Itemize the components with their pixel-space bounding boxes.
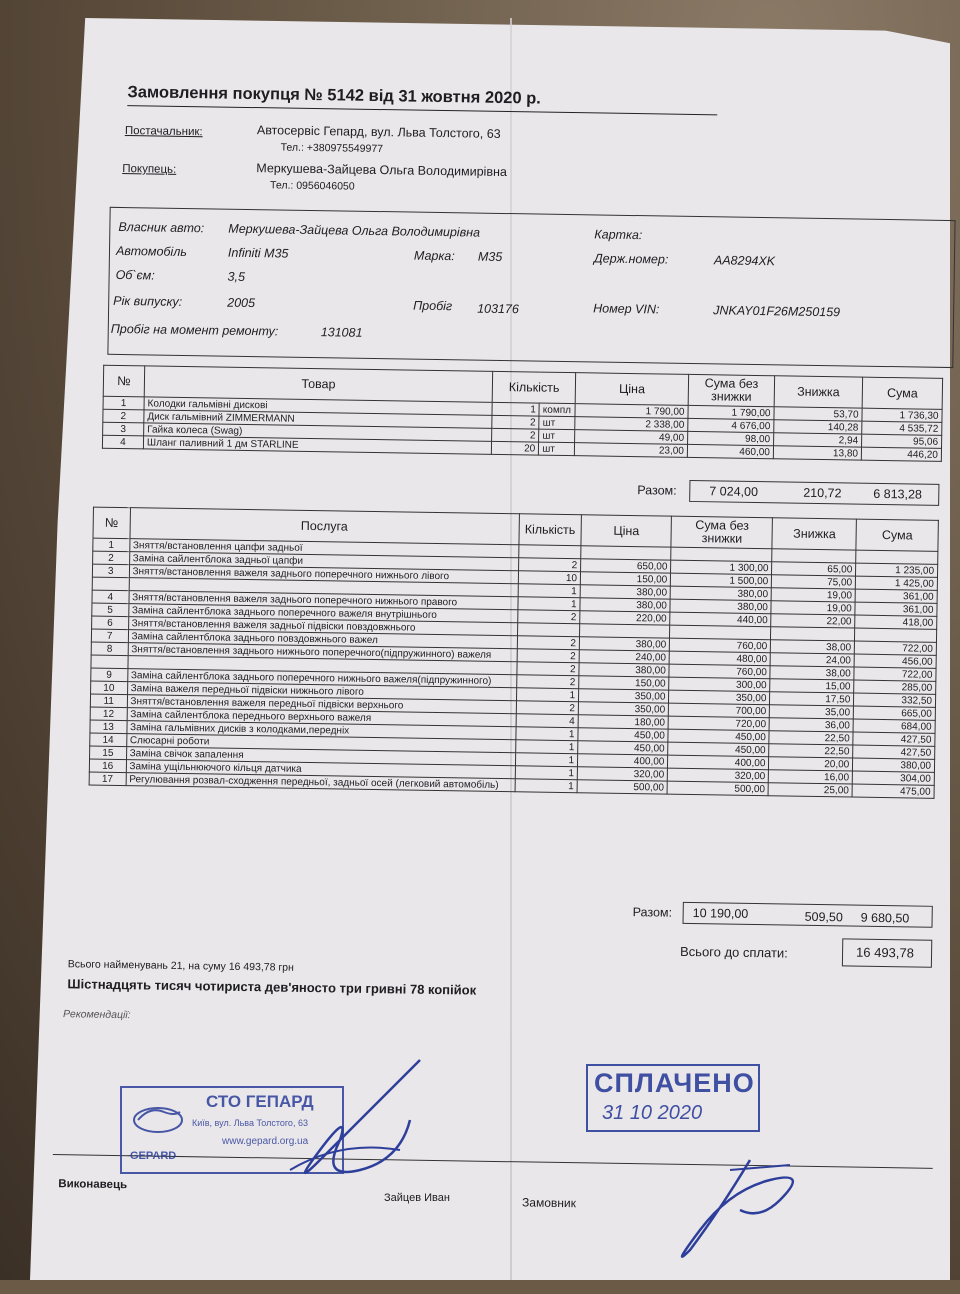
services-cell-n bbox=[91, 655, 128, 669]
services-cell-qty: 1 bbox=[518, 584, 581, 598]
amount-in-words: Шістнадцять тисяч чотириста дев'яносто три гривні 78 копійок bbox=[67, 976, 477, 998]
services-total-label: Разом: bbox=[632, 905, 673, 920]
services-header-sum-nd: Сума без знижки bbox=[671, 516, 773, 549]
supplier-name: Автосервіс Гепард, вул. Льва Толстого, 63 bbox=[256, 123, 501, 141]
services-cell-name: Зняття/встановлення важеля задньої підвіски повздовжнього bbox=[128, 617, 517, 636]
services-cell-sum-nd: 1 500,00 bbox=[671, 573, 772, 588]
services-cell-sum: 665,00 bbox=[853, 706, 935, 720]
services-cell-sum: 285,00 bbox=[854, 680, 936, 694]
services-cell-sum: 361,00 bbox=[855, 589, 937, 603]
services-cell-price: 380,00 bbox=[580, 585, 670, 599]
goods-total-label: Разом: bbox=[637, 483, 677, 498]
goods-cell-name: Диск гальмівний ZIMMERMANN bbox=[144, 410, 492, 428]
services-cell-n: 2 bbox=[93, 551, 130, 565]
services-cell-sum-nd: 350,00 bbox=[669, 690, 770, 705]
goods-cell-price: 23,00 bbox=[575, 443, 688, 458]
services-cell-n: 17 bbox=[89, 772, 126, 786]
services-cell-price: 150,00 bbox=[579, 676, 669, 690]
services-cell-n: 13 bbox=[90, 720, 127, 734]
services-cell-sum-nd: 760,00 bbox=[670, 638, 771, 653]
goods-table bbox=[102, 365, 943, 462]
services-cell-sum-nd: 450,00 bbox=[668, 729, 769, 744]
services-cell-disc: 22,50 bbox=[769, 744, 853, 758]
goods-cell-name: Колодки гальмівні дискові bbox=[144, 397, 492, 415]
services-cell-name: Зняття/встановлення цапфи задньої bbox=[129, 539, 518, 558]
services-cell-sum-nd: 450,00 bbox=[668, 742, 769, 757]
services-cell-qty: 10 bbox=[518, 571, 581, 585]
services-cell-price: 350,00 bbox=[579, 689, 669, 703]
services-cell-price: 150,00 bbox=[580, 572, 670, 586]
services-cell-name: Регулювання розвал-сходження передньої, задньої осей (легковий автомобіль) bbox=[126, 773, 515, 792]
services-cell-sum-nd: 300,00 bbox=[669, 677, 770, 692]
executor-name: Зайцев Иван bbox=[384, 1192, 450, 1204]
services-cell-name: Заміна сайлентблока заднього поперечного важеля внутрішнього bbox=[128, 604, 517, 623]
goods-cell-unit: шт bbox=[539, 429, 575, 443]
goods-cell-disc: 140,28 bbox=[774, 420, 862, 434]
customer-signature bbox=[660, 1150, 820, 1270]
services-cell-disc: 19,00 bbox=[771, 601, 855, 615]
goods-header-qty: Кількість bbox=[492, 371, 576, 403]
services-cell-name: Заміна сайлентблока задньої цапфи bbox=[129, 552, 518, 571]
services-cell-n: 6 bbox=[92, 616, 129, 630]
services-cell-sum bbox=[856, 550, 938, 564]
car-info-box bbox=[107, 207, 955, 368]
stamp-logo-text: GEPARD bbox=[130, 1150, 177, 1162]
services-cell-disc: 17,50 bbox=[770, 692, 854, 706]
services-cell-sum: 427,50 bbox=[853, 745, 935, 759]
goods-cell-sum: 4 535,72 bbox=[862, 421, 942, 435]
services-cell-qty: 2 bbox=[517, 610, 580, 624]
services-header-price: Ціна bbox=[581, 515, 672, 547]
services-total-sum: 9 680,50 bbox=[860, 910, 910, 926]
services-cell-name: Зняття/встановлення важеля заднього поперечного нижнього правого bbox=[129, 591, 518, 610]
services-cell-sum-nd: 380,00 bbox=[670, 599, 771, 614]
services-table bbox=[89, 507, 939, 799]
goods-cell-sum: 1 736,30 bbox=[862, 408, 942, 422]
services-cell-price: 500,00 bbox=[577, 780, 667, 794]
paid-stamp bbox=[586, 1064, 760, 1132]
services-cell-sum-nd: 760,00 bbox=[669, 664, 770, 679]
owner-label: Власник авто: bbox=[118, 219, 205, 236]
services-cell-name: Зняття/встановлення важеля заднього поперечного нижнього лівого bbox=[129, 565, 518, 584]
goods-cell-n: 1 bbox=[103, 396, 144, 410]
plate-label: Держ.номер: bbox=[593, 251, 669, 267]
goods-cell-price: 2 338,00 bbox=[575, 417, 688, 432]
services-cell-disc bbox=[771, 627, 855, 641]
volume-label: Об`єм: bbox=[115, 267, 155, 283]
services-cell-disc: 19,00 bbox=[772, 588, 856, 602]
services-cell-qty bbox=[518, 545, 581, 559]
stamp-title: СТО ГЕПАРД bbox=[206, 1092, 314, 1111]
services-cell-sum: 1 425,00 bbox=[856, 576, 938, 590]
services-cell-disc: 38,00 bbox=[771, 640, 855, 654]
goods-header-name: Товар bbox=[144, 366, 493, 402]
services-cell-sum: 722,00 bbox=[855, 641, 937, 655]
goods-header-n: № bbox=[103, 365, 144, 397]
repair-mileage-value: 131081 bbox=[320, 325, 363, 340]
services-cell-sum-nd: 400,00 bbox=[668, 755, 769, 770]
goods-cell-n: 3 bbox=[103, 422, 144, 436]
executor-label: Виконавець bbox=[58, 1178, 128, 1192]
services-cell-disc: 65,00 bbox=[772, 562, 856, 576]
grand-total-label: Всього до сплати: bbox=[679, 943, 788, 961]
goods-cell-price: 49,00 bbox=[575, 430, 688, 445]
cheetah-logo-icon bbox=[130, 1098, 186, 1138]
services-cell-n: 15 bbox=[90, 746, 127, 760]
goods-cell-sum-nd: 460,00 bbox=[687, 444, 773, 458]
services-cell-n: 3 bbox=[92, 564, 129, 578]
executor-signature bbox=[250, 1050, 450, 1210]
services-total-nd: 10 190,00 bbox=[692, 906, 749, 921]
services-cell-sum: 684,00 bbox=[853, 719, 935, 733]
services-cell-disc: 20,00 bbox=[769, 757, 853, 771]
services-cell-price: 320,00 bbox=[577, 767, 667, 781]
services-cell-name: Заміна сайлентблока заднього повздовжнього важел bbox=[128, 630, 517, 649]
services-cell-disc: 16,00 bbox=[769, 770, 853, 784]
services-cell-name: Заміна важеля передньої підвіски нижнього лівого bbox=[127, 682, 516, 701]
goods-cell-sum-nd: 1 790,00 bbox=[688, 405, 774, 419]
goods-header-price: Ціна bbox=[575, 373, 688, 406]
services-cell-sum bbox=[855, 628, 937, 642]
services-cell-price: 380,00 bbox=[579, 663, 669, 677]
services-header-name: Послуга bbox=[130, 508, 520, 545]
services-cell-n: 7 bbox=[91, 629, 128, 643]
services-cell-n: 4 bbox=[92, 590, 129, 604]
services-cell-sum-nd: 700,00 bbox=[669, 703, 770, 718]
grand-total-value: 16 493,78 bbox=[855, 944, 915, 961]
repair-mileage-label: Пробіг на момент ремонту: bbox=[110, 321, 279, 339]
services-cell-disc: 22,50 bbox=[769, 731, 853, 745]
services-cell-sum-nd: 1 300,00 bbox=[671, 560, 772, 575]
buyer-label: Покупець: bbox=[122, 162, 177, 176]
services-cell-sum: 361,00 bbox=[855, 602, 937, 616]
goods-header-disc: Знижка bbox=[774, 376, 863, 408]
brand-label: Марка: bbox=[413, 248, 455, 264]
supplier-phone: Тел.: +380975549977 bbox=[280, 141, 384, 156]
services-cell-name: Слюсарні роботи bbox=[126, 734, 515, 753]
services-cell-price: 650,00 bbox=[581, 559, 671, 573]
goods-cell-sum: 95,06 bbox=[862, 434, 942, 448]
goods-cell-unit: шт bbox=[539, 416, 575, 430]
services-cell-sum: 1 235,00 bbox=[856, 563, 938, 577]
services-cell-n: 1 bbox=[93, 538, 130, 552]
services-body bbox=[89, 538, 938, 798]
services-cell-price: 240,00 bbox=[579, 650, 669, 664]
services-header-disc: Знижка bbox=[772, 518, 856, 550]
services-cell-qty: 2 bbox=[516, 675, 579, 689]
goods-cell-sum-nd: 98,00 bbox=[688, 431, 774, 445]
services-cell-qty: 1 bbox=[515, 753, 578, 767]
services-cell-n: 8 bbox=[91, 642, 128, 656]
year-value: 2005 bbox=[227, 295, 256, 311]
services-cell-qty: 4 bbox=[516, 714, 579, 728]
services-cell-qty: 1 bbox=[515, 766, 578, 780]
services-cell-sum: 475,00 bbox=[852, 784, 934, 798]
summary-line: Всього найменувань 21, на суму 16 493,78 грн bbox=[67, 958, 294, 974]
services-cell-n: 14 bbox=[90, 733, 127, 747]
goods-cell-name: Шланг паливний 1 дм STARLINE bbox=[143, 436, 491, 454]
services-cell-disc: 15,00 bbox=[770, 679, 854, 693]
services-cell-name: Заміна ущільнюючого кільця датчика bbox=[126, 760, 515, 779]
goods-total-disc: 210,72 bbox=[803, 485, 842, 501]
goods-total-nd: 7 024,00 bbox=[709, 484, 759, 500]
services-cell-sum: 304,00 bbox=[852, 771, 934, 785]
buyer-name: Меркушева-Зайцева Ольга Володимирівна bbox=[256, 161, 507, 180]
services-header-qty: Кількість bbox=[519, 514, 582, 546]
services-cell-price: 450,00 bbox=[578, 728, 668, 742]
volume-value: 3,5 bbox=[227, 269, 246, 284]
services-cell-price: 450,00 bbox=[578, 741, 668, 755]
services-cell-qty: 1 bbox=[515, 740, 578, 754]
services-cell-sum-nd: 720,00 bbox=[668, 716, 769, 731]
vin-value: JNKAY01F26M250159 bbox=[713, 303, 841, 320]
goods-cell-unit: шт bbox=[539, 442, 575, 456]
services-cell-sum-nd: 480,00 bbox=[669, 651, 770, 666]
card-label: Картка: bbox=[594, 227, 643, 243]
services-cell-n: 5 bbox=[92, 603, 129, 617]
plate-value: AA8294XK bbox=[713, 253, 776, 269]
goods-cell-disc: 2,94 bbox=[774, 433, 862, 447]
services-cell-name: Заміна сайлентблока заднього поперечного нижнього важеля(підпружинного) bbox=[127, 669, 516, 688]
goods-cell-sum: 446,20 bbox=[861, 447, 941, 461]
goods-cell-n: 4 bbox=[102, 435, 143, 449]
stamp-site: www.gepard.org.ua bbox=[222, 1136, 309, 1147]
services-cell-disc: 38,00 bbox=[770, 666, 854, 680]
services-cell-sum: 456,00 bbox=[854, 654, 936, 668]
buyer-phone: Тел.: 0956046050 bbox=[269, 179, 355, 193]
services-cell-n: 10 bbox=[91, 681, 128, 695]
services-cell-qty: 2 bbox=[516, 701, 579, 715]
paid-stamp-date: 31 10 2020 bbox=[602, 1102, 703, 1124]
services-cell-name: Зняття/встановлення важеля передньої підвіски верхнього bbox=[127, 695, 516, 714]
services-cell-qty: 1 bbox=[515, 779, 578, 793]
goods-cell-qty: 2 bbox=[492, 428, 539, 442]
services-cell-qty: 1 bbox=[518, 597, 581, 611]
services-cell-qty: 2 bbox=[518, 558, 581, 572]
services-cell-qty: 2 bbox=[517, 636, 580, 650]
goods-total-sum: 6 813,28 bbox=[873, 486, 923, 502]
services-total-disc: 509,50 bbox=[804, 909, 843, 925]
owner-value: Меркушева-Зайцева Ольга Володимирівна bbox=[228, 221, 481, 240]
goods-header-sum: Сума bbox=[862, 377, 942, 409]
goods-cell-disc: 53,70 bbox=[774, 407, 862, 421]
services-cell-price: 400,00 bbox=[578, 754, 668, 768]
services-cell-name: Заміна гальмівних дисків з колодками,передніх bbox=[126, 721, 515, 740]
goods-cell-sum-nd: 4 676,00 bbox=[688, 418, 774, 432]
services-cell-sum: 332,50 bbox=[854, 693, 936, 707]
car-value: Infiniti M35 bbox=[227, 245, 289, 261]
vin-label: Номер VIN: bbox=[593, 301, 660, 317]
mileage-value: 103176 bbox=[477, 301, 519, 317]
goods-cell-qty: 20 bbox=[492, 441, 539, 455]
services-header-sum: Сума bbox=[856, 519, 938, 551]
goods-cell-price: 1 790,00 bbox=[575, 404, 688, 419]
services-cell-qty: 2 bbox=[517, 662, 580, 676]
services-cell-sum-nd: 500,00 bbox=[667, 781, 768, 796]
supplier-label: Постачальник: bbox=[124, 125, 203, 139]
services-cell-sum: 380,00 bbox=[853, 758, 935, 772]
goods-cell-unit: компл bbox=[539, 403, 575, 417]
services-cell-sum: 427,50 bbox=[853, 732, 935, 746]
goods-header-sum-nd: Сума без знижки bbox=[688, 374, 775, 406]
services-cell-n: 16 bbox=[89, 759, 126, 773]
services-cell-price: 380,00 bbox=[579, 637, 669, 651]
services-cell-name: Заміна сайлентблока переднього верхнього важеля bbox=[127, 708, 516, 727]
stamp-address: Київ, вул. Льва Толстого, 63 bbox=[192, 1118, 308, 1128]
services-cell-price: 350,00 bbox=[578, 702, 668, 716]
services-cell-qty bbox=[517, 623, 580, 637]
services-cell-sum: 418,00 bbox=[855, 615, 937, 629]
services-cell-name: Заміна свічок запалення bbox=[126, 747, 515, 766]
services-cell-price: 180,00 bbox=[578, 715, 668, 729]
services-cell-sum-nd: 380,00 bbox=[670, 586, 771, 601]
services-cell-disc: 36,00 bbox=[769, 718, 853, 732]
services-cell-qty: 1 bbox=[516, 727, 579, 741]
services-cell-disc bbox=[772, 549, 856, 563]
services-cell-price: 220,00 bbox=[580, 611, 670, 625]
paid-stamp-title: СПЛАЧЕНО bbox=[594, 1068, 755, 1098]
customer-label: Замовник bbox=[522, 1195, 577, 1211]
goods-cell-name: Гайка колеса (Swag) bbox=[144, 423, 492, 441]
services-cell-disc: 22,00 bbox=[771, 614, 855, 628]
services-cell-sum: 722,00 bbox=[854, 667, 936, 681]
goods-cell-qty: 1 bbox=[492, 402, 539, 416]
goods-cell-n: 2 bbox=[103, 409, 144, 423]
services-cell-disc: 24,00 bbox=[770, 653, 854, 667]
services-cell-n: 12 bbox=[90, 707, 127, 721]
year-label: Рік випуску: bbox=[113, 293, 183, 309]
recommendations-label: Рекомендації: bbox=[62, 1008, 131, 1022]
car-label: Автомобіль bbox=[115, 243, 188, 260]
services-cell-price: 380,00 bbox=[580, 598, 670, 612]
services-cell-sum-nd: 440,00 bbox=[670, 612, 771, 627]
document-title: Замовлення покупця № 5142 від 31 жовтня 2020 р. bbox=[127, 83, 717, 115]
goods-cell-disc: 13,80 bbox=[773, 446, 861, 460]
goods-cell-qty: 2 bbox=[492, 415, 539, 429]
services-cell-qty: 2 bbox=[517, 649, 580, 663]
services-cell-sum-nd: 320,00 bbox=[668, 768, 769, 783]
mileage-label: Пробіг bbox=[413, 298, 453, 314]
services-cell-n bbox=[92, 577, 129, 591]
services-cell-n: 9 bbox=[91, 668, 128, 682]
services-cell-n: 11 bbox=[90, 694, 127, 708]
services-cell-disc: 75,00 bbox=[772, 575, 856, 589]
services-cell-name: Зняття/встановлення заднього нижнього поперечного(підпружинного) важеля bbox=[128, 643, 517, 662]
services-cell-disc: 25,00 bbox=[768, 783, 852, 797]
services-header-n: № bbox=[93, 507, 130, 539]
services-cell-disc: 35,00 bbox=[770, 705, 854, 719]
services-cell-qty: 1 bbox=[516, 688, 579, 702]
brand-value: M35 bbox=[477, 249, 503, 264]
